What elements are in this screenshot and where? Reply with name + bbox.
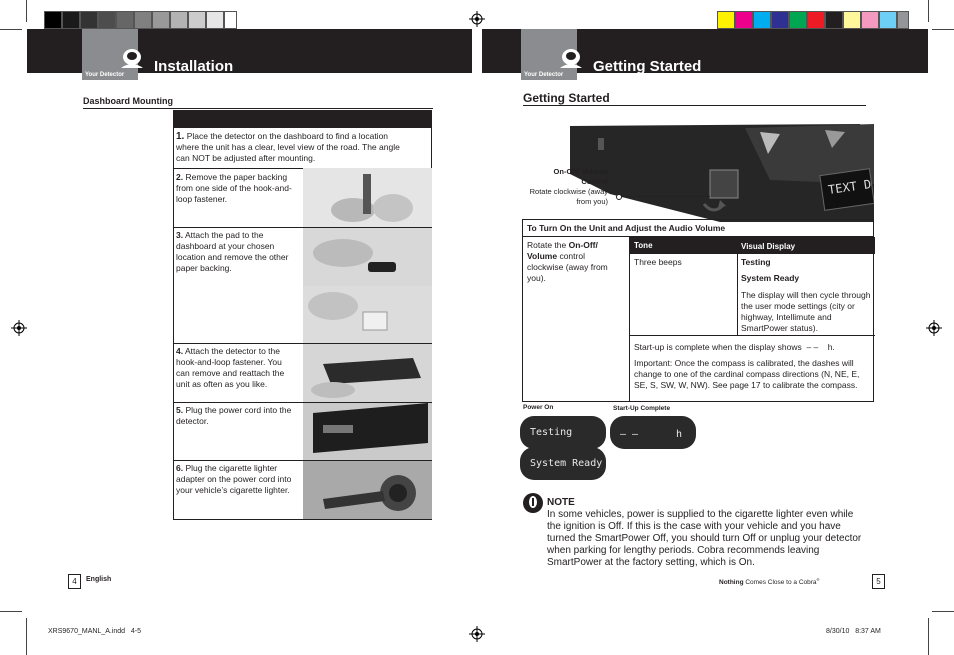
step-text: Plug the cigarette lighter adapter on the power cord into your vehicle’s cigarette lighter. <box>176 463 292 495</box>
steps-table <box>173 110 432 520</box>
callout-text: Rotate clockwise (away from you) <box>529 187 608 206</box>
step-6 <box>176 463 296 496</box>
gray-swatch <box>62 11 80 29</box>
gray-swatch <box>80 11 98 29</box>
col-display-header: Visual Display <box>741 242 796 251</box>
step-number: 2. <box>176 172 184 182</box>
registration-target-icon <box>469 11 485 27</box>
gray-swatch <box>170 11 188 29</box>
power-on-label: Power On <box>523 404 554 411</box>
callout-dot <box>616 194 622 200</box>
inner-grid <box>629 237 875 401</box>
step-number: 3. <box>176 230 184 240</box>
file-slug: XRS9670_MANL_A.indd 4-5 <box>48 628 141 635</box>
color-swatch <box>879 11 897 29</box>
on-off-callout <box>528 167 608 207</box>
col-tone-header: Tone <box>634 241 653 250</box>
color-swatch <box>735 11 753 29</box>
table-title: To Turn On the Unit and Adjust the Audio Volume <box>527 223 726 233</box>
photo-plug-cord <box>303 403 432 460</box>
color-swatch <box>843 11 861 29</box>
color-swatch <box>771 11 789 29</box>
important-text: Important: Once the compass is calibrated, the dashes will change to one of the cardinal compass directions (N, NE, E, SE, S, SW, W, NW). See page 17 to calibrate the compass. <box>634 358 860 390</box>
startup-complete-label: Start-Up Complete <box>613 405 671 412</box>
color-swatch <box>825 11 843 29</box>
right-section-heading: Getting Started <box>523 91 610 105</box>
note-text: In some vehicles, power is supplied to the cigarette lighter even while the ignition is Off. If this is the case with your vehicle and you have turned the SmartPower Off, you should turn Off or unplug your detector when parking for lengthy periods. Cobra recommends leaving SmartPower at the factory setting, which is On. <box>547 509 862 568</box>
note-title: NOTE <box>547 497 575 508</box>
footer-bold: Nothing <box>719 579 744 587</box>
unit-display-text: TEXT D <box>827 177 873 197</box>
step-2 <box>176 172 296 205</box>
heading-rule <box>83 108 433 109</box>
color-swatch <box>807 11 825 29</box>
gray-swatch <box>98 11 116 29</box>
display-testing: Testing <box>741 257 771 267</box>
note-icon <box>522 492 544 514</box>
gray-swatch <box>44 11 62 29</box>
timestamp: 8/30/10 8:37 AM <box>826 628 881 635</box>
right-heading-rule <box>523 105 866 106</box>
step-4 <box>176 346 296 390</box>
gray-swatch <box>188 11 206 29</box>
right-footer-tagline <box>719 577 819 586</box>
lcd-dashes: – – <box>620 429 639 440</box>
step-text: Remove the paper backing from one side of the hook-and-loop fastener. <box>176 172 292 204</box>
photo-press-pad <box>303 286 432 343</box>
color-swatch <box>753 11 771 29</box>
photo-cigarette-lighter <box>303 461 432 519</box>
lcd-testing-text: Testing <box>530 427 573 438</box>
color-swatch <box>897 11 909 29</box>
display-desc: The display will then cycle through the user mode settings (city or highway, Intellimute and SmartPower status). <box>741 290 871 333</box>
gray-swatch <box>116 11 134 29</box>
footer-reg: ® <box>816 577 820 582</box>
step-number: 4. <box>176 346 184 356</box>
photo-remove-backing <box>303 168 432 227</box>
lcd-ready-display <box>520 447 606 480</box>
step-1 <box>176 131 406 164</box>
registration-target-icon <box>469 626 485 642</box>
inner-row-rule <box>630 335 875 336</box>
section-heading: Dashboard Mounting <box>83 96 173 106</box>
right-page-title: Getting Started <box>593 58 702 75</box>
startup-line: Start-up is complete when the display shows – – h. <box>634 342 835 352</box>
step-text: Place the detector on the dashboard to find a location where the unit has a clear, level view of the road. The angle can NOT be adjusted after mounting. <box>176 131 400 163</box>
photo-attach-pad <box>303 228 432 286</box>
lcd-testing-display <box>520 416 606 449</box>
steps-table-header <box>174 111 432 128</box>
col-divider <box>737 237 738 335</box>
rotate-arrow-icon <box>700 198 728 216</box>
table-left-cell: Rotate the On-Off/ Volume control clockwise (away from you). <box>527 240 608 283</box>
lcd-startup-display <box>610 416 696 449</box>
language-label: English <box>86 576 112 583</box>
right-page-number: 5 <box>872 574 885 589</box>
lcd-ready-text: System Ready <box>530 458 603 469</box>
gray-swatch <box>134 11 152 29</box>
cobra-snake-icon <box>555 46 583 70</box>
photo-attach-detector <box>303 344 432 402</box>
color-swatch <box>789 11 807 29</box>
cobra-snake-icon <box>116 46 144 70</box>
step-text: Attach the detector to the hook-and-loop fastener. You can remove and reattach the unit as often as you like. <box>176 346 285 389</box>
tone-value: Three beeps <box>634 257 682 267</box>
step-number: 6. <box>176 463 184 473</box>
step-text: Attach the pad to the dashboard at your chosen location and remove the other paper backing. <box>176 230 289 273</box>
step-number: 1. <box>176 131 185 142</box>
step-3 <box>176 230 296 274</box>
registration-target-icon <box>11 320 27 336</box>
gray-swatch <box>206 11 224 29</box>
left-page-title: Installation <box>154 58 234 75</box>
registration-target-icon <box>926 320 942 336</box>
display-ready: System Ready <box>741 273 800 283</box>
footer-text: Comes Close to a Cobra <box>743 579 817 587</box>
step-text: Plug the power cord into the detector. <box>176 405 292 426</box>
color-swatch <box>861 11 879 29</box>
gray-swatch <box>224 11 237 29</box>
lcd-heading-h: h <box>676 429 683 440</box>
callout-title: On-Off/ Volume Control <box>553 167 608 186</box>
step-5 <box>176 405 296 427</box>
callout-leader <box>618 196 710 197</box>
left-tab-label: Your Detector <box>85 72 125 78</box>
color-swatch <box>717 11 735 29</box>
left-page-number: 4 <box>68 574 81 589</box>
step-number: 5. <box>176 405 184 415</box>
gray-swatch <box>152 11 170 29</box>
turn-on-table <box>522 219 874 402</box>
right-tab-label: Your Detector <box>524 72 564 78</box>
